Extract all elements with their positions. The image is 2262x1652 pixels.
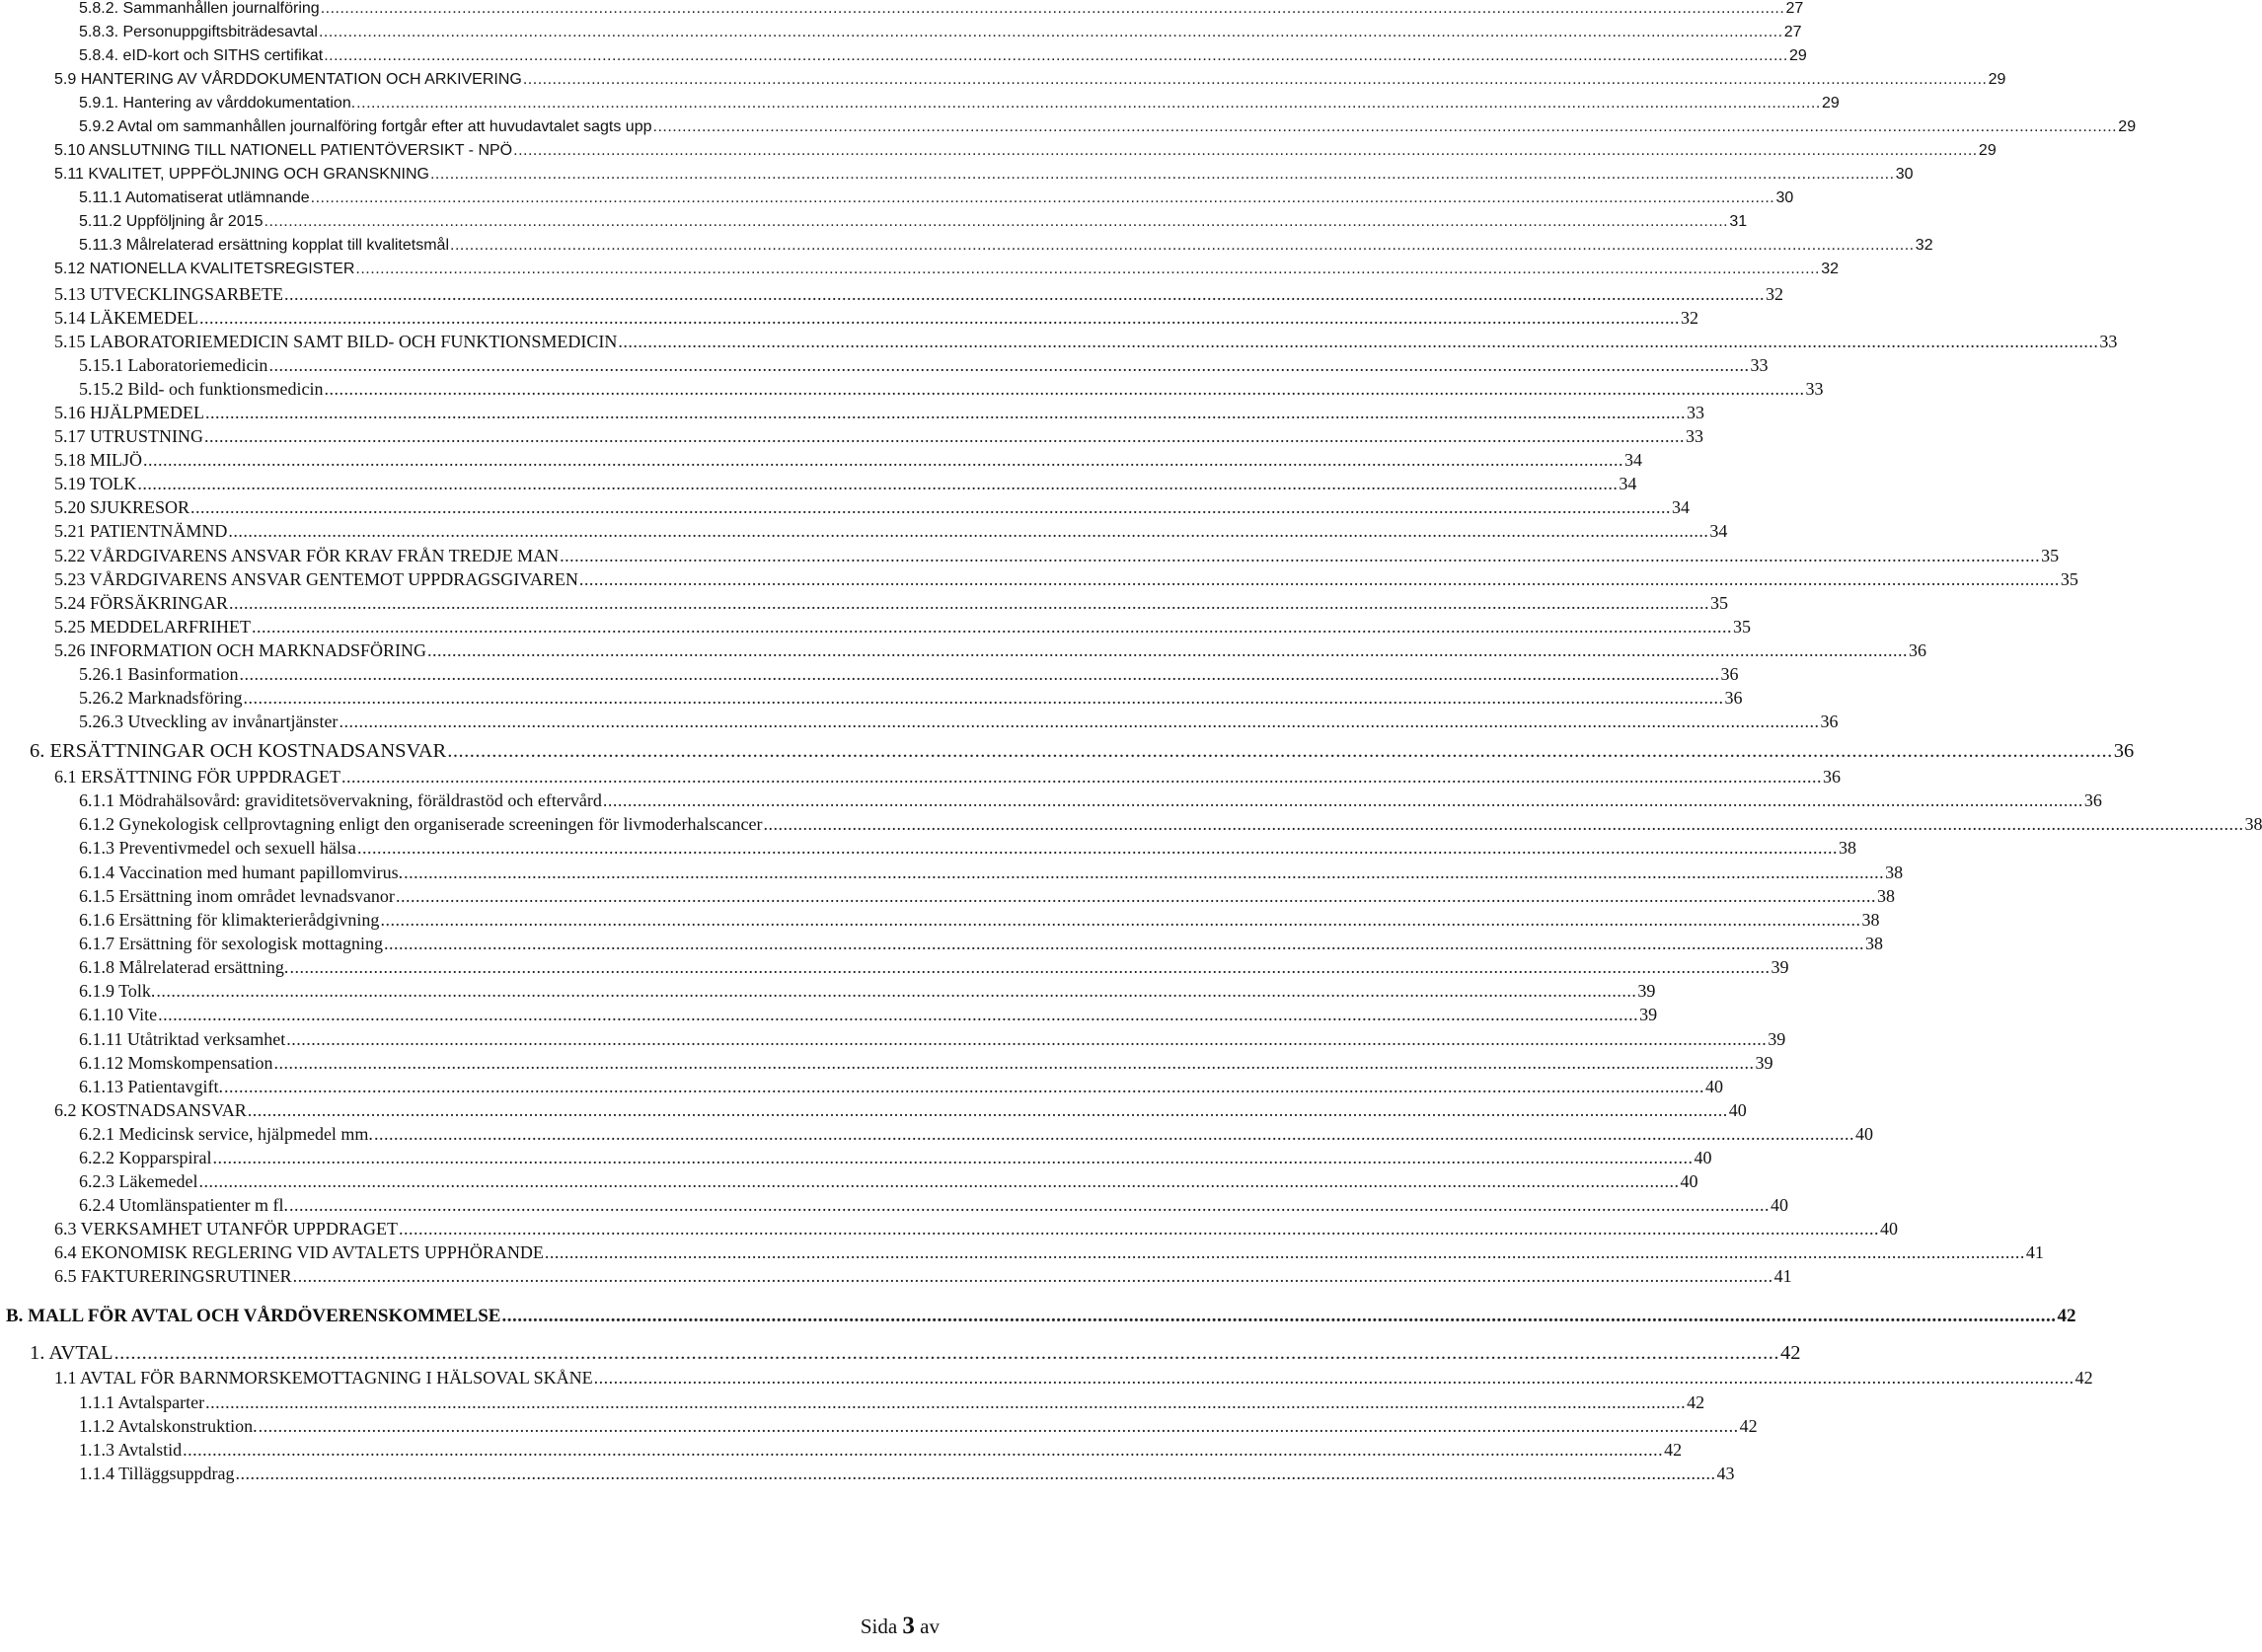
toc-entry-page: 38 <box>2244 814 2262 834</box>
toc-entry[interactable] <box>79 1077 1723 1097</box>
toc-entry-page: 36 <box>1724 688 1743 708</box>
toc-entry[interactable] <box>79 1464 1735 1484</box>
toc-entry-page: 38 <box>1876 886 1895 906</box>
toc-entry-page: 40 <box>1680 1171 1698 1191</box>
toc-leader-dots: ............................................................................................................................................................................................................................................................................................................ <box>289 957 1771 977</box>
toc-entry-title: 5.12 NATIONELLA KVALITETSREGISTER <box>54 261 355 277</box>
toc-entry[interactable] <box>79 189 1794 207</box>
toc-entry-title: 5.22 VÅRDGIVARENS ANSVAR FÖR KRAV FRÅN TREDJE MAN <box>54 546 560 565</box>
toc-leader-dots: ............................................................................................................................................................................................................................................................................................................ <box>212 1148 1694 1167</box>
toc-entry[interactable] <box>79 688 1743 709</box>
toc-entry[interactable] <box>54 1100 1747 1121</box>
toc-entry-title: B. MALL FÖR AVTAL OCH VÅRDÖVERENSKOMMELSE <box>6 1306 501 1326</box>
toc-entry[interactable] <box>79 0 1804 18</box>
toc-entry-page: 38 <box>1838 838 1856 858</box>
toc-entry-page: 32 <box>1915 237 1933 254</box>
toc-leader-dots: ............................................................................................................................................................................................................................................................................................................ <box>190 497 1672 517</box>
toc-entry-page: 39 <box>1768 1029 1786 1049</box>
toc-entry[interactable] <box>54 617 1751 638</box>
toc-leader-dots: ............................................................................................................................................................................................................................................................................................................ <box>292 1266 1773 1286</box>
toc-entry-page: 39 <box>1755 1053 1773 1073</box>
toc-entry[interactable] <box>79 910 1880 931</box>
toc-entry-title: 6.3 VERKSAMHET UTANFÖR UPPDRAGET <box>54 1219 398 1239</box>
toc-leader-dots: ............................................................................................................................................................................................................................................................................................................ <box>143 450 1623 470</box>
toc-entry-title: 6.1.9 Tolk. <box>79 981 156 1001</box>
toc-entry-title: 6.1 ERSÄTTNING FÖR UPPDRAGET <box>54 767 341 787</box>
toc-entry-page: 34 <box>1672 497 1691 517</box>
toc-leader-dots: ............................................................................................................................................................................................................................................................................................................ <box>268 355 1750 375</box>
toc-entry-page: 41 <box>2025 1242 2044 1262</box>
toc-entry[interactable] <box>79 1392 1705 1413</box>
toc-entry[interactable] <box>79 886 1895 907</box>
toc-entry-page: 40 <box>1854 1124 1873 1144</box>
toc-entry-title: 6.5 FAKTURERINGSRUTINER <box>54 1266 292 1286</box>
toc-entry-page: 32 <box>1821 261 1839 277</box>
toc-entry-title: 6.1.12 Momskompensation <box>79 1053 273 1073</box>
toc-entry[interactable] <box>79 47 1807 65</box>
toc-leader-dots: ............................................................................................................................................................................................................................................................................................................ <box>395 886 1876 906</box>
toc-entry-page: 33 <box>2099 332 2118 351</box>
toc-entry-page: 36 <box>1823 767 1842 787</box>
toc-entry-page: 35 <box>2041 546 2060 565</box>
toc-entry-title: 5.10 ANSLUTNING TILL NATIONELL PATIENTÖVERSIKT - NPÖ <box>54 142 513 159</box>
toc-leader-dots: ............................................................................................................................................................................................................................................................................................................ <box>223 1077 1704 1096</box>
toc-leader-dots: ............................................................................................................................................................................................................................................................................................................ <box>652 118 2118 135</box>
toc-entry-page: 29 <box>1821 95 1840 112</box>
toc-leader-dots: ............................................................................................................................................................................................................................................................................................................ <box>284 284 1765 304</box>
toc-entry[interactable] <box>54 142 1997 160</box>
toc-entry[interactable] <box>54 426 1703 447</box>
toc-entry-page: 36 <box>1909 640 1927 660</box>
toc-leader-dots: ............................................................................................................................................................................................................................................................................................................ <box>380 910 1861 930</box>
toc-entry-title: 5.15.1 Laboratoriemedicin <box>79 355 268 375</box>
toc-entry-page: 39 <box>1771 957 1789 977</box>
toc-entry[interactable] <box>54 497 1691 518</box>
toc-entry-title: 5.15.2 Bild- och funktionsmedicin <box>79 379 324 399</box>
toc-entry[interactable] <box>54 403 1704 423</box>
toc-entry-page: 42 <box>1780 1342 1801 1364</box>
toc-entry[interactable] <box>79 237 1933 255</box>
toc-leader-dots: ............................................................................................................................................................................................................................................................................................................ <box>513 142 1978 159</box>
toc-entry-title: 5.13 UTVECKLINGSARBETE <box>54 284 283 304</box>
toc-entry[interactable] <box>79 1416 1758 1437</box>
toc-leader-dots: ............................................................................................................................................................................................................................................................................................................ <box>339 712 1820 731</box>
toc-entry[interactable] <box>79 1195 1788 1216</box>
toc-leader-dots: ............................................................................................................................................................................................................................................................................................................ <box>373 1124 1854 1144</box>
toc-entry-title: 5.17 UTRUSTNING <box>54 426 203 446</box>
toc-entry-page: 41 <box>1773 1266 1792 1286</box>
toc-entry-title: 5.19 TOLK <box>54 474 137 493</box>
toc-entry-title: 6.1.8 Målrelaterad ersättning. <box>79 957 289 977</box>
toc-entry-page: 32 <box>1680 308 1698 328</box>
toc-leader-dots: ............................................................................................................................................................................................................................................................................................................ <box>618 332 2099 351</box>
toc-entry-title: 1.1 AVTAL FÖR BARNMORSKEMOTTAGNING I HÄLSOVAL SKÅNE <box>54 1368 593 1388</box>
toc-leader-dots: ............................................................................................................................................................................................................................................................................................................ <box>341 767 1823 787</box>
toc-entry-page: 36 <box>1820 712 1839 731</box>
toc-entry[interactable] <box>54 1368 2093 1389</box>
toc-leader-dots: ............................................................................................................................................................................................................................................................................................................ <box>544 1242 2025 1262</box>
toc-entry-title: 5.21 PATIENTNÄMND <box>54 521 228 541</box>
toc-entry-page: 34 <box>1624 450 1642 470</box>
toc-entry-title: 5.23 VÅRDGIVARENS ANSVAR GENTEMOT UPPDRAGSGIVAREN <box>54 569 578 589</box>
toc-leader-dots: ............................................................................................................................................................................................................................................................................................................ <box>205 403 1686 422</box>
toc-leader-dots: ............................................................................................................................................................................................................................................................................................................ <box>355 261 1820 277</box>
toc-entry-page: 40 <box>1728 1100 1747 1120</box>
toc-entry[interactable] <box>79 1029 1786 1050</box>
toc-entry-page: 42 <box>1687 1392 1705 1412</box>
toc-entry-title: 6.1.13 Patientavgift. <box>79 1077 223 1096</box>
toc-leader-dots: ............................................................................................................................................................................................................................................................................................................ <box>158 1005 1639 1024</box>
toc-entry[interactable] <box>54 546 2060 566</box>
toc-entry[interactable] <box>30 740 2135 763</box>
toc-leader-dots: ............................................................................................................................................................................................................................................................................................................ <box>501 1306 2057 1326</box>
toc-leader-dots: ............................................................................................................................................................................................................................................................................................................ <box>398 1219 1879 1239</box>
toc-entry-page: 35 <box>2060 569 2078 589</box>
toc-entry-title: 6.1.1 Mödrahälsovård: graviditetsövervakning, föräldrastöd och eftervård <box>79 790 602 810</box>
toc-entry-page: 40 <box>1879 1219 1898 1239</box>
toc-leader-dots: ............................................................................................................................................................................................................................................................................................................ <box>286 1029 1768 1049</box>
toc-leader-dots: ............................................................................................................................................................................................................................................................................................................ <box>383 934 1864 953</box>
toc-entry-page: 38 <box>1864 934 1883 953</box>
toc-leader-dots: ............................................................................................................................................................................................................................................................................................................ <box>404 863 1885 882</box>
toc-entry-title: 6.1.2 Gynekologisk cellprovtagning enligt den organiserade screeningen för livmoderhalscancer <box>79 814 763 834</box>
toc-entry-title: 6.1.5 Ersättning inom området levnadsvanor <box>79 886 395 906</box>
toc-leader-dots: ............................................................................................................................................................................................................................................................................................................ <box>205 1392 1687 1412</box>
toc-entry[interactable] <box>79 790 2102 811</box>
toc-entry[interactable] <box>54 450 1642 471</box>
toc-entry[interactable] <box>54 1219 1898 1239</box>
toc-entry[interactable] <box>6 1306 2076 1327</box>
toc-entry[interactable] <box>79 1440 1683 1461</box>
toc-entry-title: 6.1.11 Utåtriktad verksamhet <box>79 1029 286 1049</box>
toc-entry-page: 39 <box>1639 1005 1658 1024</box>
toc-entry[interactable] <box>79 1053 1773 1074</box>
toc-entry-page: 33 <box>1686 426 1703 446</box>
toc-leader-dots: ............................................................................................................................................................................................................................................................................................................ <box>578 569 2060 589</box>
toc-entry[interactable] <box>54 261 1839 278</box>
toc-entry-title: 6.4 EKONOMISK REGLERING VID AVTALETS UPPHÖRANDE <box>54 1242 544 1262</box>
toc-entry-title: 5.26.3 Utveckling av invånartjänster <box>79 712 339 731</box>
toc-entry[interactable] <box>54 521 1728 542</box>
toc-entry-title: 5.8.2. Sammanhållen journalföring <box>79 0 320 17</box>
toc-leader-dots: ............................................................................................................................................................................................................................................................................................................ <box>198 308 1680 328</box>
toc-leader-dots: ............................................................................................................................................................................................................................................................................................................ <box>113 1342 1780 1364</box>
toc-entry-page: 42 <box>2057 1306 2076 1326</box>
toc-entry-page: 33 <box>1687 403 1704 422</box>
toc-entry-title: 1.1.4 Tilläggsuppdrag <box>79 1464 235 1483</box>
toc-entry[interactable] <box>79 1148 1712 1168</box>
toc-leader-dots: ............................................................................................................................................................................................................................................................................................................ <box>156 981 1637 1001</box>
toc-entry-title: 5.14 LÄKEMEDEL <box>54 308 198 328</box>
toc-entry-page: 35 <box>1733 617 1751 637</box>
toc-entry[interactable] <box>79 863 1904 883</box>
toc-entry[interactable] <box>79 1124 1873 1145</box>
toc-leader-dots: ............................................................................................................................................................................................................................................................................................................ <box>427 640 1909 660</box>
toc-entry[interactable] <box>79 838 1856 859</box>
toc-entry-page: 29 <box>1978 142 1997 159</box>
toc-entry[interactable] <box>54 71 2006 89</box>
toc-entry-page: 36 <box>2113 740 2135 762</box>
toc-leader-dots: ............................................................................................................................................................................................................................................................................................................ <box>318 24 1783 40</box>
toc-entry-page: 33 <box>1805 379 1824 399</box>
toc-leader-dots: ............................................................................................................................................................................................................................................................................................................ <box>243 688 1724 708</box>
toc-leader-dots: ............................................................................................................................................................................................................................................................................................................ <box>310 189 1775 206</box>
toc-entry-title: 5.11.2 Uppföljning år 2015 <box>79 213 264 230</box>
toc-leader-dots: ............................................................................................................................................................................................................................................................................................................ <box>264 213 1729 230</box>
toc-entry[interactable] <box>54 308 1698 329</box>
toc-entry[interactable] <box>79 814 2262 835</box>
toc-leader-dots: ............................................................................................................................................................................................................................................................................................................ <box>320 0 1785 17</box>
toc-leader-dots: ............................................................................................................................................................................................................................................................................................................ <box>447 740 2113 762</box>
toc-entry[interactable] <box>79 664 1739 685</box>
toc-entry-title: 1.1.3 Avtalstid <box>79 1440 183 1460</box>
toc-leader-dots: ............................................................................................................................................................................................................................................................................................................ <box>235 1464 1716 1483</box>
toc-entry-title: 6.2 KOSTNADSANSVAR <box>54 1100 247 1120</box>
toc-entry-title: 5.15 LABORATORIEMEDICIN SAMT BILD- OCH FUNKTIONSMEDICIN <box>54 332 618 351</box>
toc-entry-title: 6.2.1 Medicinsk service, hjälpmedel mm. <box>79 1124 373 1144</box>
toc-leader-dots: ............................................................................................................................................................................................................................................................................................................ <box>204 426 1685 446</box>
toc-leader-dots: ............................................................................................................................................................................................................................................................................................................ <box>183 1440 1664 1460</box>
toc-entry-title: 1. AVTAL <box>30 1342 113 1364</box>
toc-entry-title: 5.9.1. Hantering av vårddokumentation. <box>79 95 356 112</box>
toc-entry-page: 38 <box>1861 910 1880 930</box>
toc-entry[interactable] <box>79 1171 1698 1192</box>
toc-entry-title: 6.1.10 Vite <box>79 1005 158 1024</box>
toc-entry[interactable] <box>54 1266 1792 1287</box>
toc-entry-page: 34 <box>1709 521 1728 541</box>
toc-leader-dots: ............................................................................................................................................................................................................................................................................................................ <box>593 1368 2074 1388</box>
toc-entry[interactable] <box>79 712 1839 732</box>
toc-entry-title: 5.18 MILJÖ <box>54 450 142 470</box>
toc-entry-page: 42 <box>1664 1440 1683 1460</box>
toc-leader-dots: ............................................................................................................................................................................................................................................................................................................ <box>356 838 1838 858</box>
toc-entry[interactable] <box>79 1005 1658 1025</box>
toc-entry[interactable] <box>79 24 1802 41</box>
toc-entry-page: 36 <box>2083 790 2102 810</box>
toc-entry-page: 34 <box>1619 474 1637 493</box>
toc-entry[interactable] <box>79 118 2137 136</box>
toc-entry-title: 5.9.2 Avtal om sammanhållen journalföring fortgår efter att huvudavtalet sagts upp <box>79 118 652 135</box>
toc-entry-page: 42 <box>1739 1416 1758 1436</box>
toc-leader-dots: ............................................................................................................................................................................................................................................................................................................ <box>137 474 1619 493</box>
page-footer <box>861 1613 940 1640</box>
toc-leader-dots: ............................................................................................................................................................................................................................................................................................................ <box>324 379 1805 399</box>
toc-entry-page: 40 <box>1704 1077 1723 1096</box>
toc-entry[interactable] <box>79 379 1824 400</box>
toc-entry[interactable] <box>54 166 1914 184</box>
toc-entry-title: 5.24 FÖRSÄKRINGAR <box>54 593 229 613</box>
toc-entry-page: 29 <box>2118 118 2137 135</box>
toc-entry[interactable] <box>54 284 1783 305</box>
toc-entry-title: 6.1.6 Ersättning för klimakterierådgivning <box>79 910 380 930</box>
toc-leader-dots: ............................................................................................................................................................................................................................................................................................................ <box>252 617 1732 637</box>
toc-leader-dots: ............................................................................................................................................................................................................................................................................................................ <box>522 71 1988 88</box>
toc-entry-page: 33 <box>1750 355 1769 375</box>
toc-leader-dots: ............................................................................................................................................................................................................................................................................................................ <box>602 790 2083 810</box>
toc-entry-title: 5.25 MEDDELARFRIHET <box>54 617 251 637</box>
toc-entry-page: 35 <box>1710 593 1729 613</box>
toc-entry-page: 30 <box>1775 189 1794 206</box>
toc-entry-title: 1.1.2 Avtalskonstruktion. <box>79 1416 258 1436</box>
toc-entry-title: 5.26 INFORMATION OCH MARKNADSFÖRING <box>54 640 427 660</box>
toc-leader-dots: ............................................................................................................................................................................................................................................................................................................ <box>229 593 1710 613</box>
footer-page-number: 3 <box>902 1613 915 1639</box>
toc-entry-page: 31 <box>1729 213 1748 230</box>
toc-entry-page: 43 <box>1716 1464 1735 1483</box>
toc-entry[interactable] <box>79 95 1840 113</box>
toc-entry[interactable] <box>30 1342 1801 1365</box>
toc-entry-title: 6. ERSÄTTNINGAR OCH KOSTNADSANSVAR <box>30 740 447 762</box>
toc-leader-dots: ............................................................................................................................................................................................................................................................................................................ <box>429 166 1895 183</box>
toc-entry-title: 5.26.2 Marknadsföring <box>79 688 243 708</box>
toc-leader-dots: ............................................................................................................................................................................................................................................................................................................ <box>763 814 2244 834</box>
toc-entry-title: 6.1.4 Vaccination med humant papillomvirus. <box>79 863 404 882</box>
toc-leader-dots: ............................................................................................................................................................................................................................................................................................................ <box>239 664 1720 684</box>
toc-entry-page: 30 <box>1895 166 1914 183</box>
toc-leader-dots: ............................................................................................................................................................................................................................................................................................................ <box>288 1195 1770 1215</box>
toc-leader-dots: ............................................................................................................................................................................................................................................................................................................ <box>228 521 1709 541</box>
toc-leader-dots: ............................................................................................................................................................................................................................................................................................................ <box>450 237 1915 254</box>
toc-entry[interactable] <box>54 569 2078 590</box>
toc-leader-dots: ............................................................................................................................................................................................................................................................................................................ <box>198 1171 1680 1191</box>
toc-entry-title: 6.1.7 Ersättning för sexologisk mottagning <box>79 934 383 953</box>
toc-entry-page: 29 <box>1988 71 2006 88</box>
toc-entry-title: 6.2.3 Läkemedel <box>79 1171 198 1191</box>
toc-entry-title: 6.2.2 Kopparspiral <box>79 1148 212 1167</box>
toc-leader-dots: ............................................................................................................................................................................................................................................................................................................ <box>258 1416 1739 1436</box>
toc-entry-title: 5.11.3 Målrelaterad ersättning kopplat till kvalitetsmål <box>79 237 449 254</box>
toc-entry[interactable] <box>79 981 1656 1002</box>
toc-entry-title: 5.8.4. eID-kort och SITHS certifikat <box>79 47 324 64</box>
toc-leader-dots: ............................................................................................................................................................................................................................................................................................................ <box>247 1100 1728 1120</box>
toc-leader-dots: ............................................................................................................................................................................................................................................................................................................ <box>273 1053 1755 1073</box>
toc-entry-title: 5.16 HJÄLPMEDEL <box>54 403 204 422</box>
toc-entry-title: 6.1.3 Preventivmedel och sexuell hälsa <box>79 838 356 858</box>
toc-entry-page: 40 <box>1770 1195 1788 1215</box>
footer-suffix: av <box>920 1614 940 1638</box>
toc-entry[interactable] <box>79 934 1883 954</box>
toc-entry-page: 42 <box>2074 1368 2093 1388</box>
toc-entry[interactable] <box>54 640 1927 661</box>
toc-entry[interactable] <box>54 767 1842 788</box>
toc-entry-title: 5.11.1 Automatiserat utlämnande <box>79 189 310 206</box>
toc-entry-page: 38 <box>1885 863 1904 882</box>
footer-prefix: Sida <box>860 1614 898 1638</box>
toc-entry-page: 40 <box>1694 1148 1712 1167</box>
toc-entry-title: 5.26.1 Basinformation <box>79 664 239 684</box>
toc-entry-title: 5.9 HANTERING AV VÅRDDOKUMENTATION OCH ARKIVERING <box>54 71 522 88</box>
toc-entry[interactable] <box>54 1242 2044 1263</box>
toc-entry-page: 39 <box>1637 981 1656 1001</box>
toc-entry[interactable] <box>54 593 1729 614</box>
toc-entry[interactable] <box>79 355 1769 376</box>
toc-entry-page: 27 <box>1785 0 1804 17</box>
toc-leader-dots: ............................................................................................................................................................................................................................................................................................................ <box>324 47 1788 64</box>
toc-entry[interactable] <box>54 474 1637 494</box>
toc-entry-title: 6.2.4 Utomlänspatienter m fl. <box>79 1195 288 1215</box>
toc-entry-title: 5.11 KVALITET, UPPFÖLJNING OCH GRANSKNING <box>54 166 429 183</box>
toc-entry-page: 27 <box>1783 24 1802 40</box>
toc-entry[interactable] <box>79 957 1789 978</box>
toc-leader-dots: ............................................................................................................................................................................................................................................................................................................ <box>560 546 2041 565</box>
toc-leader-dots: ............................................................................................................................................................................................................................................................................................................ <box>356 95 1821 112</box>
toc-entry-page: 32 <box>1766 284 1783 304</box>
toc-entry[interactable] <box>54 332 2118 352</box>
toc-entry[interactable] <box>79 213 1748 231</box>
toc-entry-page: 36 <box>1720 664 1739 684</box>
toc-entry-title: 5.20 SJUKRESOR <box>54 497 190 517</box>
toc-entry-page: 29 <box>1789 47 1807 64</box>
toc-entry-title: 5.8.3. Personuppgiftsbiträdesavtal <box>79 24 318 40</box>
toc-entry-title: 1.1.1 Avtalsparter <box>79 1392 205 1412</box>
